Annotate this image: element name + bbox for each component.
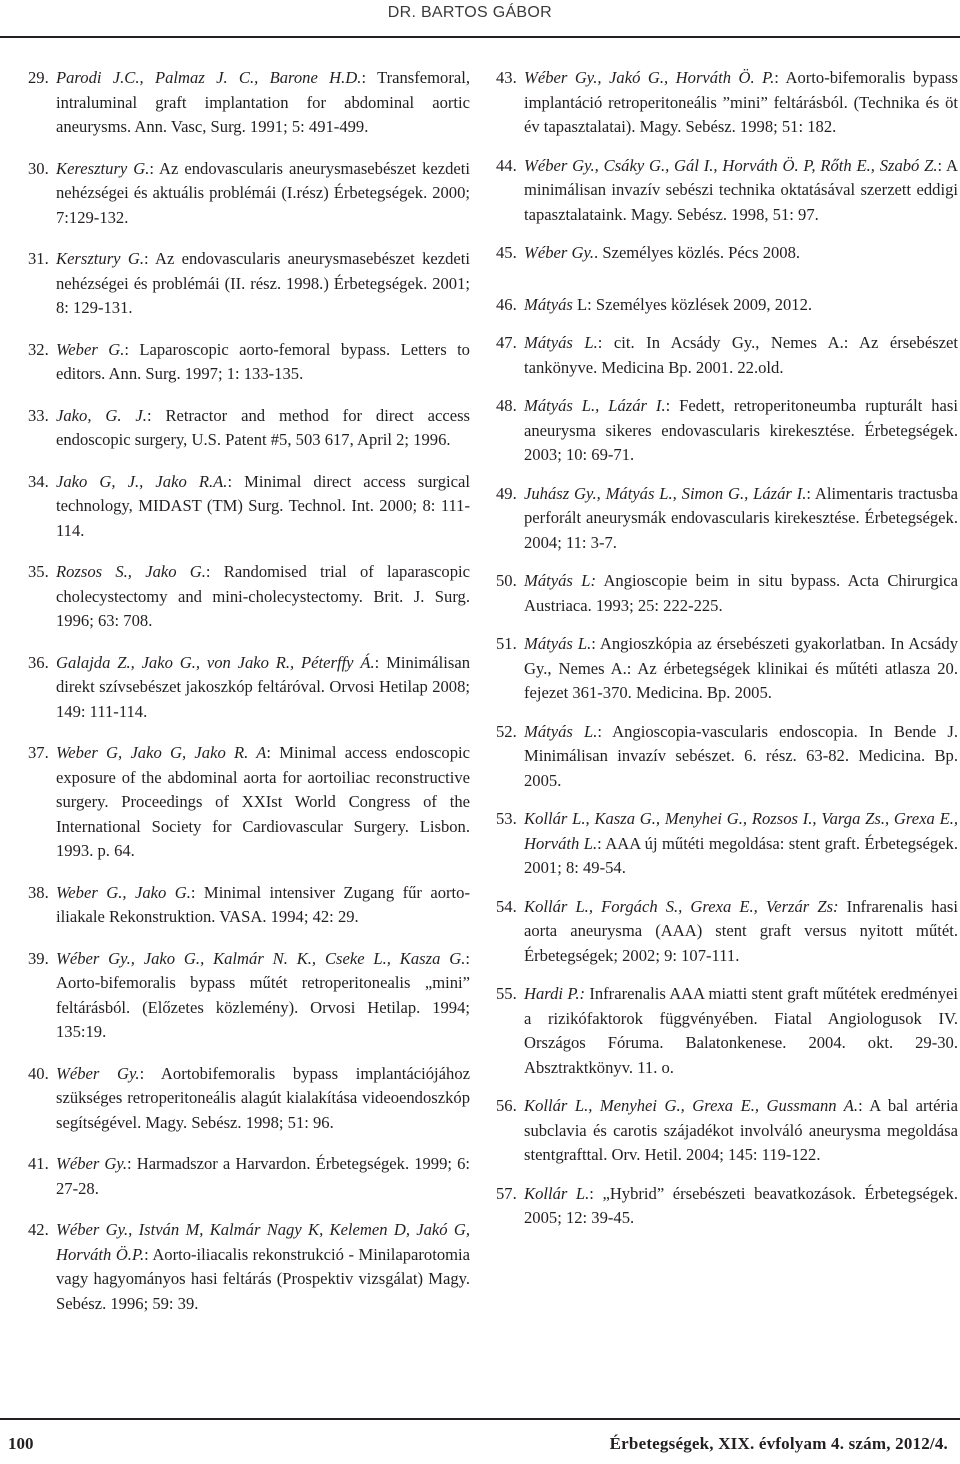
reference-authors: Kollár L., Menyhei G., Grexa E., Gussmann A. bbox=[524, 1096, 859, 1115]
reference-number: 37. bbox=[28, 743, 49, 762]
reference-authors: Kollár L., Kasza G., Menyhei G., Rozsos I., Varga Zs., Grexa E., Horváth L. bbox=[524, 809, 958, 853]
reference-item bbox=[28, 947, 470, 1045]
reference-number: 45. bbox=[496, 243, 517, 262]
reference-column-right bbox=[496, 66, 958, 1231]
reference-authors: Hardi P.: bbox=[524, 984, 586, 1003]
reference-text: : cit. In Acsády Gy., Nemes A.: Az érsebészet tankönyve. Medicina Bp. 2001. 22.old. bbox=[524, 333, 959, 377]
reference-number: 54. bbox=[496, 896, 517, 916]
reference-authors: Wéber Gy., Jakó G., Horváth Ö. P. bbox=[524, 68, 775, 87]
reference-number: 41. bbox=[28, 1154, 49, 1173]
reference-authors: Galajda Z., Jako G., von Jako R., Péterffy Á. bbox=[56, 652, 375, 672]
reference-item bbox=[28, 338, 470, 387]
footer-divider bbox=[0, 1418, 960, 1420]
reference-text: : Aorto-bifemoralis bypass implantáció retroperitoneális ”mini” feltárásból. (Technika és öt év tapasztalatai). Magy. Sebész. 1998; 51: 182. bbox=[524, 68, 958, 136]
reference-item bbox=[28, 560, 470, 634]
reference-text: : „Hybrid” érsebészeti beavatkozások. Érbetegségek. 2005; 12: 39-45. bbox=[524, 1183, 958, 1227]
reference-authors: Mátyás L: bbox=[524, 571, 596, 590]
reference-authors: Mátyás L. bbox=[524, 634, 592, 653]
reference-item bbox=[28, 741, 470, 864]
reference-number: 52. bbox=[496, 721, 517, 741]
reference-number: 55. bbox=[496, 984, 517, 1003]
reference-text: : Alimentaris tractusba perforált aneurysmák endovascularis kirekesztése. Érbetegségek. 2004; 11: 3-7. bbox=[524, 483, 958, 552]
reference-text: : Aortobifemoralis bypass implantációjához szükséges retroperitoneális alagút kialakítása videoendoszkóp segítségével. Magy. Sebész. 1998; 51: 96. bbox=[56, 1063, 470, 1132]
reference-item bbox=[496, 241, 958, 266]
reference-text: : Fedett, retroperitoneumba rupturált hasi aneurysma sikeres endovascularis kirekesztése. Érbetegségek. 2003; 10: 69-71. bbox=[524, 396, 958, 464]
reference-number: 33. bbox=[28, 405, 49, 425]
reference-number: 30. bbox=[28, 158, 49, 178]
reference-number: 57. bbox=[496, 1183, 517, 1203]
reference-number: 40. bbox=[28, 1063, 49, 1083]
reference-number: 48. bbox=[496, 396, 517, 415]
reference-item bbox=[496, 482, 958, 556]
reference-authors: Jako G, J., Jako R.A. bbox=[56, 471, 228, 491]
reference-authors: Keresztury G. bbox=[56, 158, 150, 178]
reference-number: 56. bbox=[496, 1096, 517, 1115]
reference-item bbox=[28, 881, 470, 930]
reference-authors: Mátyás L. bbox=[524, 333, 598, 352]
reference-item bbox=[496, 807, 958, 881]
reference-text: : Transfemoral, intraluminal graft implantation for abdominal aortic aneurysms. Ann. Vasc, Surg. 1991; 5: 491-499. bbox=[56, 68, 471, 136]
reference-text: Infrarenalis hasi aorta aneurysma (AAA) stent graft versus nyitott műtét. Érbetegségek; 2002; 9: 107-111. bbox=[524, 896, 958, 965]
reference-item bbox=[28, 1218, 470, 1316]
reference-authors: Wéber Gy. bbox=[56, 1063, 140, 1083]
reference-item bbox=[496, 293, 958, 318]
reference-item bbox=[496, 394, 958, 468]
reference-item bbox=[28, 66, 470, 140]
reference-authors: Wéber Gy., Csáky G., Gál I., Horváth Ö. P, Rőth E., Szabó Z. bbox=[524, 155, 938, 175]
reference-text: : AAA új műtéti megoldása: stent graft. Érbetegségek. 2001; 8: 49-54. bbox=[524, 833, 958, 877]
reference-number: 42. bbox=[28, 1220, 49, 1239]
reference-item bbox=[496, 331, 958, 380]
reference-item bbox=[496, 66, 958, 140]
reference-authors: Kollár L. bbox=[524, 1183, 590, 1203]
reference-item bbox=[28, 404, 470, 453]
reference-text: : Laparoscopic aorto-femoral bypass. Letters to editors. Ann. Surg. 1997; 1: 133-135. bbox=[56, 339, 470, 383]
reference-item bbox=[496, 154, 958, 228]
header-divider bbox=[0, 36, 960, 38]
reference-text: : Harmadszor a Harvardon. Érbetegségek. 1999; 6: 27-28. bbox=[56, 1154, 470, 1198]
reference-number: 29. bbox=[28, 68, 49, 87]
reference-item bbox=[28, 470, 470, 544]
journal-citation: Érbetegségek, XIX. évfolyam 4. szám, 2012/4. bbox=[609, 1434, 948, 1453]
reference-item bbox=[496, 982, 958, 1080]
reference-number: 46. bbox=[496, 294, 517, 314]
reference-item bbox=[496, 1182, 958, 1231]
reference-text: L: Személyes közlések 2009, 2012. bbox=[572, 294, 813, 314]
reference-authors: Mátyás L. bbox=[524, 721, 598, 741]
reference-number: 49. bbox=[496, 483, 517, 503]
reference-authors: Wéber Gy. bbox=[524, 243, 595, 262]
reference-authors: Mátyás bbox=[524, 294, 573, 314]
reference-text: : Minimal direct access surgical technology, MIDAST (TM) Surg. Technol. Int. 2000; 8: 111-114. bbox=[56, 471, 470, 540]
reference-item bbox=[28, 1152, 470, 1201]
reference-authors: Weber G., Jako G. bbox=[56, 882, 191, 902]
reference-text: : A minimálisan invazív sebészi technika oktatásával szerzett eddigi tapasztalataink. Magy. Sebész. 1998, 51: 97. bbox=[524, 155, 959, 224]
reference-number: 47. bbox=[496, 333, 517, 352]
reference-text: : Aorto-iliacalis rekonstrukció - Minilaparotomia vagy hagyományos hasi feltárás (Prospektiv vizsgálat) Magy. Sebész. 1996; 59: 39. bbox=[56, 1244, 471, 1313]
reference-text: : A bal artéria subclavia és carotis szájadékot involváló aneurysma megoldása stentgrafttal. Orv. Hetil. 2004; 145: 119-122. bbox=[524, 1096, 958, 1164]
page-number: 100 bbox=[8, 1434, 34, 1453]
reference-number: 53. bbox=[496, 809, 517, 828]
reference-authors: Wéber Gy., István M, Kalmár Nagy K, Kelemen D, Jakó G, Horváth Ö.P. bbox=[56, 1220, 470, 1264]
reference-authors: Wéber Gy. bbox=[56, 1154, 127, 1173]
reference-authors: Jako, G. J. bbox=[56, 405, 147, 425]
reference-authors: Parodi J.C., Palmaz J. C., Barone H.D. bbox=[56, 68, 362, 87]
reference-text: : Angioszkópia az érsebészeti gyakorlatban. In Acsády Gy., Nemes A.: Az érbetegségek klinikai és műtéti atlasza 20. fejezet 361-370. Medicina. Bp. 2005. bbox=[524, 634, 958, 702]
reference-item bbox=[28, 157, 470, 231]
reference-text: : Minimálisan direkt szívsebészet jakoszkóp feltáróval. Orvosi Hetilap 2008; 149: 111-114. bbox=[56, 652, 470, 721]
reference-item bbox=[28, 1062, 470, 1136]
reference-item bbox=[28, 247, 470, 321]
reference-item bbox=[496, 1094, 958, 1168]
reference-text: Angioscopie beim in situ bypass. Acta Chirurgica Austriaca. 1993; 25: 222-225. bbox=[524, 571, 958, 615]
reference-item bbox=[496, 632, 958, 706]
reference-item bbox=[496, 720, 958, 794]
reference-text: . Személyes közlés. Pécs 2008. bbox=[594, 243, 801, 262]
reference-text: : Minimal intensiver Zugang fűr aorto-iliakale Rekonstruktion. VASA. 1994; 42: 29. bbox=[56, 882, 470, 926]
reference-authors: Mátyás L., Lázár I. bbox=[524, 396, 666, 415]
reference-text: : Aorto-bifemoralis bypass műtét retroperitonealis „mini” feltárásból. (Előzetes közlemény). Orvosi Hetilap. 1994; 135:19. bbox=[56, 948, 470, 1041]
reference-text: Infrarenalis AAA miatti stent graft műtétek eredményei a rizikófaktorok függvényében. Fiatal Angiologusok IV. Országos Fóruma. Balatonkenese. 2004. okt. 29-30. Absztraktkönyv. 11. o. bbox=[524, 984, 958, 1077]
reference-number: 44. bbox=[496, 155, 517, 175]
reference-number: 38. bbox=[28, 882, 49, 902]
reference-authors: Rozsos S., Jako G. bbox=[56, 562, 206, 581]
reference-text: : Angioscopia-vascularis endoscopia. In Bende J. Minimálisan invazív sebészet. 6. rész. 63-82. Medicina. Bp. 2005. bbox=[524, 721, 958, 790]
reference-number: 32. bbox=[28, 339, 49, 359]
reference-number: 50. bbox=[496, 571, 517, 590]
reference-item bbox=[28, 651, 470, 725]
reference-authors: Weber G. bbox=[56, 339, 125, 359]
reference-number: 31. bbox=[28, 249, 49, 268]
reference-item bbox=[496, 895, 958, 969]
reference-authors: Kersztury G. bbox=[56, 249, 144, 268]
reference-authors: Juhász Gy., Mátyás L., Simon G., Lázár I. bbox=[524, 483, 807, 503]
reference-number: 34. bbox=[28, 471, 49, 491]
reference-text: : Az endovascularis aneurysmasebészet kezdeti nehézségei és aktuális problémái (I.rész) Érbetegségek. 2000; 7:129-132. bbox=[56, 158, 470, 227]
reference-number: 35. bbox=[28, 562, 49, 581]
reference-authors: Weber G, Jako G, Jako R. A bbox=[56, 743, 267, 762]
reference-authors: Kollár L., Forgách S., Grexa E., Verzár Zs: bbox=[524, 896, 839, 916]
reference-text: : Retractor and method for direct access endoscopic surgery, U.S. Patent #5, 503 617, April 2; 1996. bbox=[56, 405, 470, 449]
reference-text: : Minimal access endoscopic exposure of the abdominal aorta for aortoiliac reconstructive surgery. Proceedings of XXIst World Congress of the International Society for Cardiovascular Surgery. Lisbon. 1993. p. 64. bbox=[56, 743, 470, 860]
reference-number: 51. bbox=[496, 634, 517, 653]
reference-number: 39. bbox=[28, 948, 49, 968]
running-header-author: DR. BARTOS GÁBOR bbox=[387, 4, 552, 21]
reference-item bbox=[496, 569, 958, 618]
reference-column-left bbox=[28, 66, 470, 1316]
reference-number: 36. bbox=[28, 652, 49, 672]
reference-text: : Randomised trial of laparascopic cholecystectomy and mini-cholecystectomy. Brit. J. Surg. 1996; 63: 708. bbox=[56, 562, 470, 630]
reference-number: 43. bbox=[496, 68, 517, 87]
reference-text: : Az endovascularis aneurysmasebészet kezdeti nehézségei és problémái (II. rész. 1998.) Érbetegségek. 2001; 8: 129-131. bbox=[56, 249, 470, 317]
reference-authors: Wéber Gy., Jako G., Kalmár N. K., Cseke L., Kasza G. bbox=[56, 948, 466, 968]
